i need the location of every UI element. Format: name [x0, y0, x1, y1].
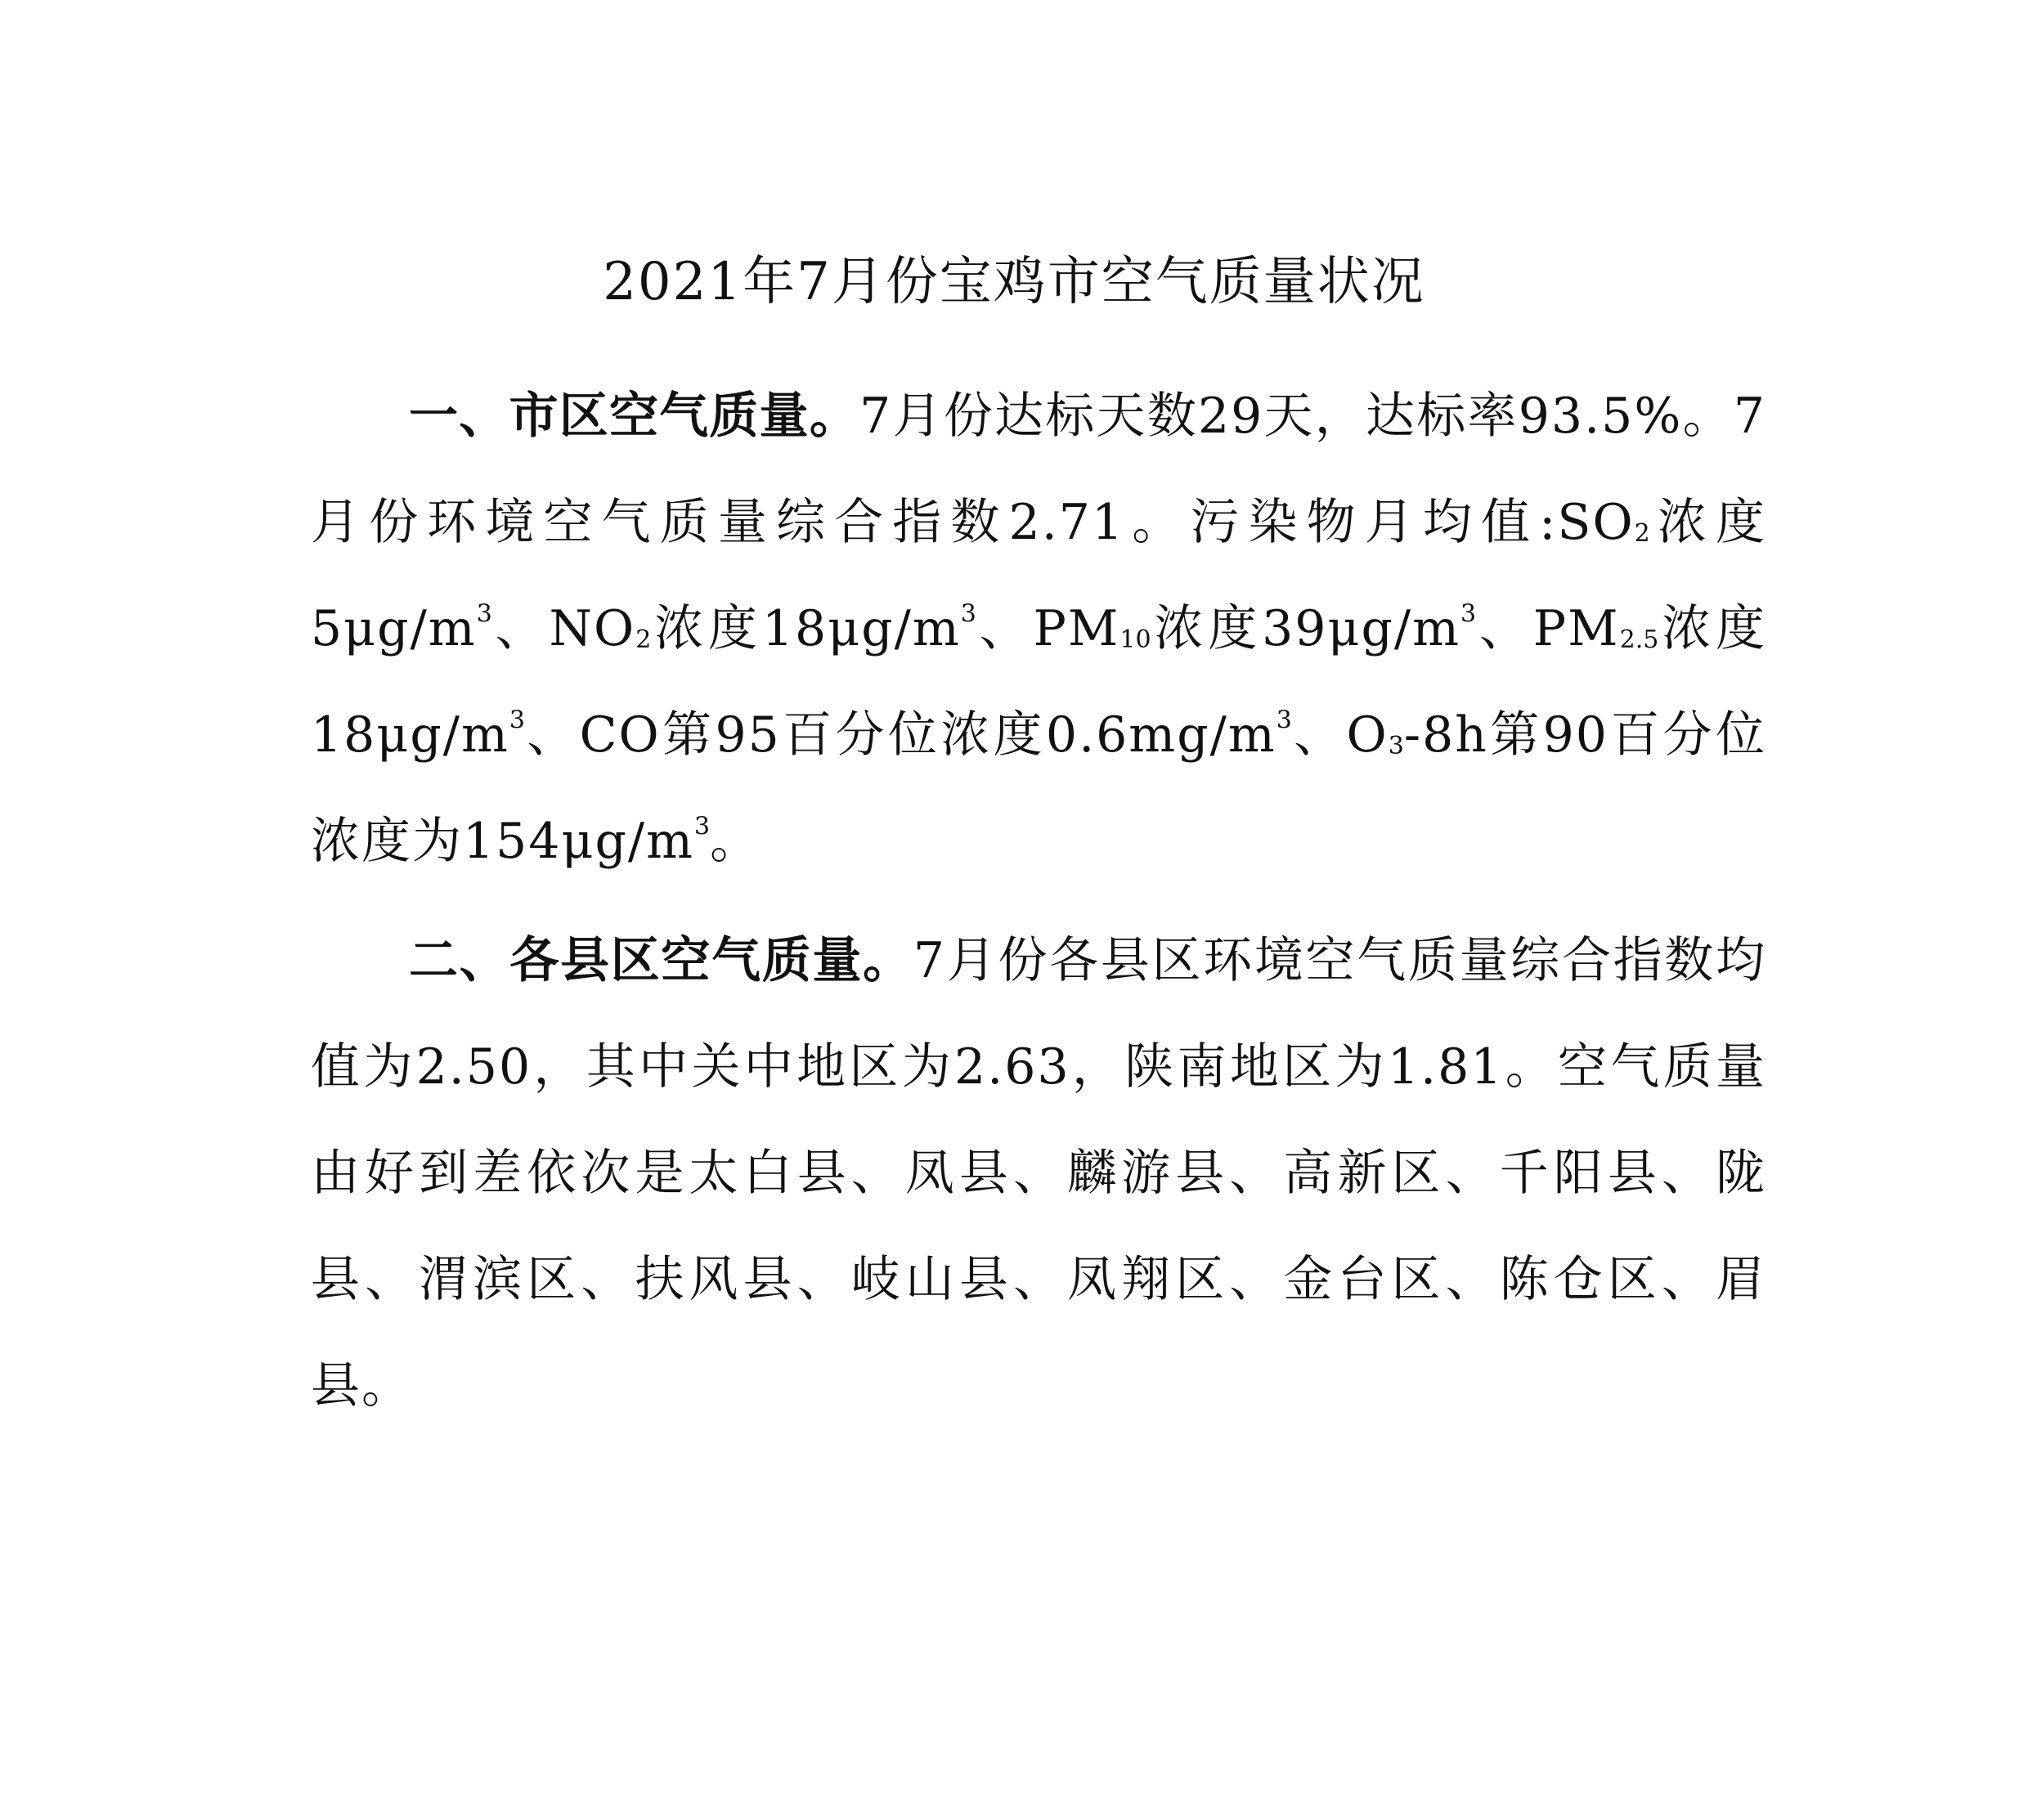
so2-formula: SO	[1557, 494, 1635, 551]
o3-value: -8h第90百分位浓度为154μg/m	[311, 706, 1767, 870]
no2-formula: NO	[549, 600, 636, 657]
document-title: 2021年7月份宝鸡市空气质量状况	[603, 252, 1425, 312]
section-1-end: 。	[710, 813, 761, 870]
pm25-unit-superscript: 3	[509, 706, 525, 735]
pm10-subscript: 10	[1119, 625, 1151, 654]
o3-separator: 、	[1291, 706, 1347, 764]
so2-subscript: 2	[1634, 519, 1650, 548]
section-2-heading: 二、各县区空气质量。	[409, 932, 913, 989]
pm25-separator: 、	[1476, 600, 1533, 657]
section-2-text: 7月份各县区环境空气质量综合指数均值为2.50，其中关中地区为2.63，陕南地区为1.81。空气质量由好到差依次是太白县、凤县、麟游县、高新区、千阳县、陇县、渭滨区、扶风县、岐山县、凤翔区、金台区、陈仓区、眉县。	[311, 932, 1766, 1414]
pm25-formula: PM	[1532, 600, 1620, 657]
section-1-summary: 7月份达标天数29天，达标率93.5%。7月份环境空气质量综合指数2.71。污染物月均值:	[311, 388, 1766, 551]
co-value: 、CO第95百分位浓度0.6mg/m	[524, 706, 1276, 764]
so2-value: 浓度5μg/m	[311, 494, 1767, 657]
so2-unit-superscript: 3	[476, 599, 492, 629]
section-city-air-quality	[311, 363, 1766, 894]
no2-separator: 、	[491, 600, 550, 657]
pm10-separator: 、	[976, 600, 1034, 657]
pm25-value: 浓度18μg/m	[311, 600, 1767, 764]
no2-unit-superscript: 3	[960, 599, 976, 629]
pm25-subscript: 2.5	[1619, 625, 1659, 654]
co-unit-superscript: 3	[1276, 706, 1292, 735]
pm10-value: 浓度39μg/m	[1151, 600, 1460, 657]
pm10-unit-superscript: 3	[1460, 599, 1477, 629]
no2-value: 浓度18μg/m	[651, 600, 961, 657]
section-1-heading: 一、市区空气质量。	[409, 388, 860, 445]
o3-formula: O	[1346, 706, 1389, 764]
o3-unit-superscript: 3	[694, 812, 711, 841]
pm10-formula: PM	[1033, 600, 1120, 657]
no2-subscript: 2	[635, 625, 652, 654]
o3-subscript: 3	[1388, 732, 1404, 760]
section-county-air-quality	[311, 908, 1766, 1439]
